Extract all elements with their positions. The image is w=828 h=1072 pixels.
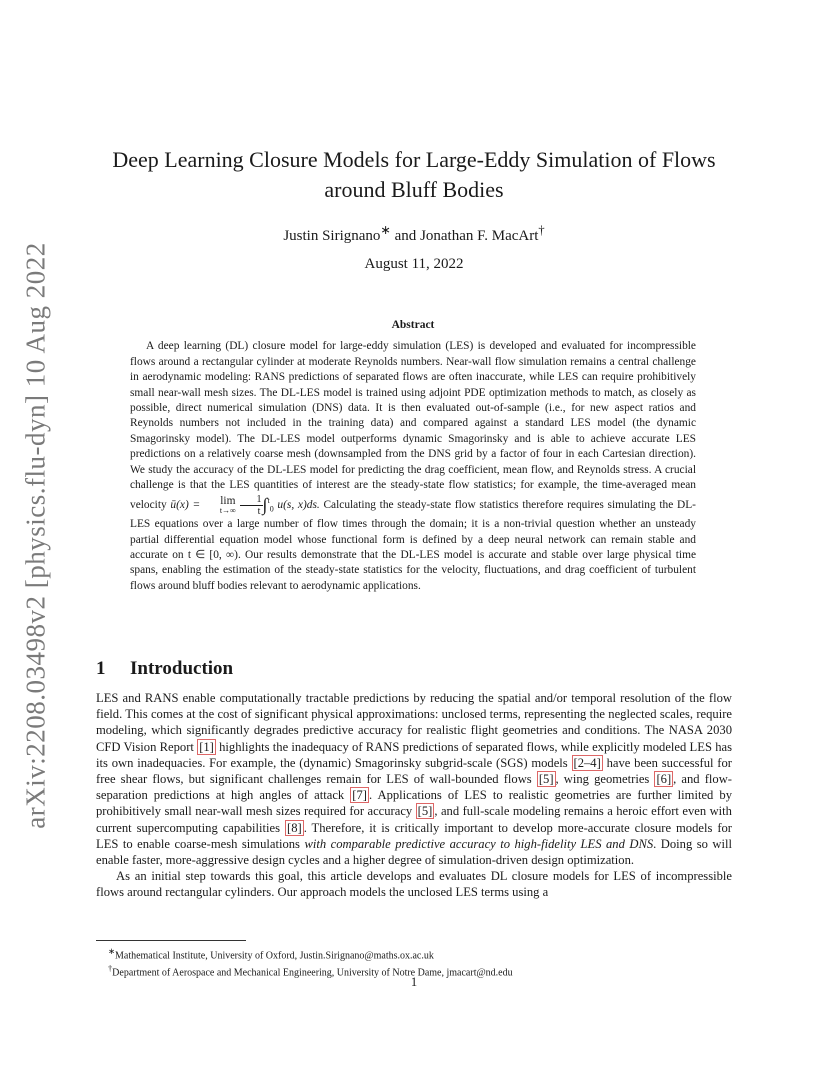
footnote-2: †Department of Aerospace and Mechanical Engineering, University of Notre Dame, jmacart@nd.edu	[108, 964, 513, 979]
section-title: Introduction	[130, 658, 234, 679]
section-heading-introduction	[96, 658, 732, 680]
citation-1[interactable]: [1]	[199, 739, 214, 754]
paper-date: August 11, 2022	[364, 256, 464, 272]
author-macart: Jonathan F. MacArt	[420, 228, 539, 244]
title-line-1: Deep Learning Closure Models for Large-Eddy Simulation of Flows	[112, 147, 716, 172]
footnote-rule	[96, 940, 246, 941]
citation-6[interactable]: [6]	[656, 772, 672, 787]
intro-paragraph-1: LES and RANS enable computationally tractable predictions by reducing the spatial and/or temporal resolution of the flow field. This comes at the cost of significant physical approximations: unclosed terms, representing the neglected scales, require modeling, which significantly degrades predictive accuracy for realistic flight geometries and conditions. The NASA 2030 CFD Vision Report [1] highlights the inadequacy of RANS predictions of separated flows, while explicitly modeled LES has its own inadequacies. For example, the (dynamic) Smagorinsky subgrid-scale (SGS) models [2–4] have been successful for free shear flows, but significant challenges remain for LES of wall-bounded flows [5] , wing geometries [6] , and flow-separation predictions at high angles of attack [7] . Applications of LES to realistic geometries are further limited by prohibitively small near-wall mesh sizes required for accuracy [5] , and full-scale modeling remains a heroic effort even with current supercomputing capabilities [8] . Therefore, it is critically important to develop more-accurate closure models for LES to enable coarse-mesh simulations with comparable predictive accuracy to high-fidelity LES and DNS. Doing so will enable faster, more-aggressive design cycles and a higher degree of simulation-driven design optimization.	[96, 691, 732, 868]
author-list	[96, 222, 732, 245]
abstract-paragraph	[130, 339, 696, 594]
arxiv-side-label	[6, 230, 66, 840]
paper-title	[96, 145, 732, 205]
author2-footnote-mark[interactable]: †	[538, 223, 545, 237]
formula-rhs: u(s, x)ds.	[277, 499, 320, 512]
abstract	[130, 318, 696, 594]
abstract-heading: Abstract	[391, 319, 435, 331]
abstract-text-2: Calculating the steady-state flow statistics therefore requires simulating the DL-LES equations over a large number of flow times through the domain; it is a non-trivial question whether an unsteady partial differential equation model whose functional form is defined by a deep neural network can remain stable and accurate on t ∈ [0, ∞). Our results demonstrate that the DL-LES model is accurate and stable over large physical time spans, enabling the estimation of the steady-state statistics for the velocity, fluctuations, and drag coefficient of turbulent flows around bluff bodies relevant to aerodynamic applications.	[130, 499, 696, 592]
section-number: 1	[96, 658, 106, 679]
citation-5[interactable]: [5]	[538, 772, 554, 787]
footnote-1: ∗Mathematical Institute, University of Oxford, Justin.Sirignano@maths.ox.ac.uk	[108, 947, 434, 962]
formula-limit: lim t→∞	[219, 494, 236, 515]
integral-sign: ∫	[262, 494, 268, 515]
arxiv-identifier: arXiv:2208.03498v2 [physics.flu-dyn] 10 Aug 2022	[20, 241, 51, 829]
formula-fraction: $\frac{1}{t}$	[240, 494, 263, 517]
author1-footnote-mark[interactable]: ∗	[380, 223, 391, 237]
emphasis-text: with comparable predictive accuracy to high-fidelity LES and DNS	[304, 836, 654, 851]
footnotes	[96, 940, 732, 980]
intro-paragraph-2: As an initial step towards this goal, this article develops and evaluates DL closure models for LES of incompressible flows around rectangular cylinders. Our approach models the unclosed LES terms using a	[96, 869, 732, 900]
introduction-body	[96, 690, 732, 901]
author-sirignano: Justin Sirignano	[283, 228, 381, 244]
citation-5b[interactable]: [5]	[417, 804, 433, 819]
citation-8[interactable]: [8]	[287, 820, 302, 835]
integral-upper-limit: t	[267, 496, 270, 506]
citation-2-4[interactable]: [2–4]	[573, 755, 601, 770]
integral-lower-limit: 0	[269, 504, 274, 514]
author-conjunction: and	[394, 228, 417, 244]
mean-velocity-formula	[170, 494, 320, 518]
page-number: 1	[410, 975, 418, 989]
citation-7[interactable]: [7]	[352, 788, 367, 803]
title-line-2: around Bluff Bodies	[324, 177, 504, 202]
abstract-text-1: A deep learning (DL) closure model for large-eddy simulation (LES) is developed and evaluated for incompressible flows around a rectangular cylinder at moderate Reynolds numbers. Near-wall flow simulation remains a central challenge in aerodynamic modeling: RANS predictions of separated flows are often inaccurate, while LES can require prohibitively small near-wall mesh sizes. The DL-LES model is trained using adjoint PDE optimization methods to match, as closely as possible, direct numerical simulation (DNS) data. It is then evaluated out-of-sample (i.e., for new aspect ratios and Reynolds numbers not included in the training data) and compared against a standard LES model (the dynamic Smagorinsky model). The DL-LES model outperforms dynamic Smagorinsky and is able to achieve accurate LES predictions on a relatively coarse mesh (downsampled from the DNS grid by a factor of four in each Cartesian direction). We study the accuracy of the DL-LES model for predicting the drag coefficient, mean flow, and Reynolds stress. A crucial challenge is that the LES quantities of interest are the steady-state flow statistics; for example, the time-averaged mean velocity	[130, 340, 696, 512]
formula-lhs: ū(x) =	[170, 499, 201, 512]
